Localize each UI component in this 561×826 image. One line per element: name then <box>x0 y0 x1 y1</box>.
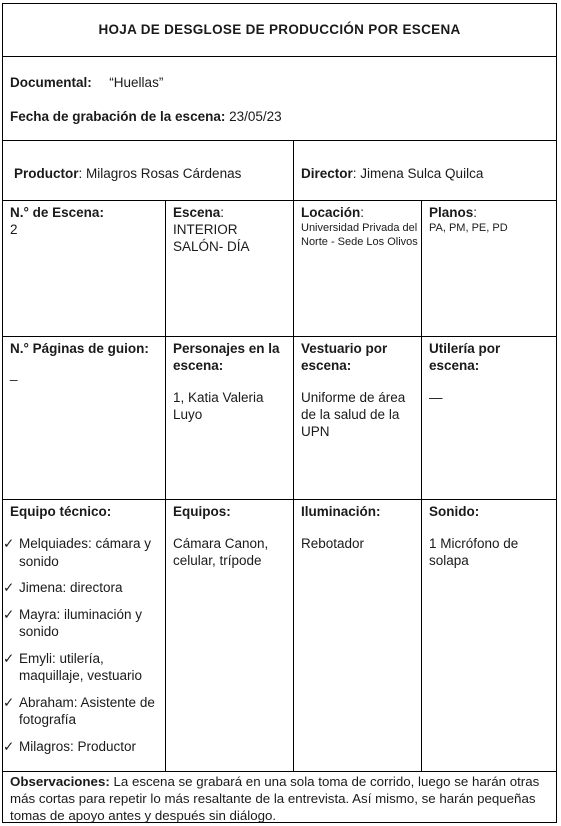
personajes-cell <box>173 340 291 423</box>
utileria-value: — <box>429 390 443 405</box>
check-icon: ✓ <box>3 580 15 595</box>
list-item-text: Emyli: utilería, maquillaje, vestuario <box>19 650 143 683</box>
list-item <box>3 606 164 641</box>
locacion-value: Universidad Privada del Norte - Sede Los Olivos <box>301 222 418 248</box>
sonido-value: 1 Micrófono de solapa <box>429 536 519 568</box>
list-item <box>3 694 164 729</box>
paginas-label: N.° Páginas de guion: <box>10 341 149 356</box>
iluminacion-value: Rebotador <box>301 536 365 551</box>
planos-colon: : <box>473 205 478 220</box>
personajes-label: Personajes en la escena: <box>173 341 280 373</box>
director-field <box>301 165 483 182</box>
escena-colon: : <box>220 205 225 220</box>
vestuario-cell <box>301 340 419 440</box>
fecha-label: Fecha de grabación de la escena: <box>10 109 226 124</box>
divider <box>421 200 422 771</box>
list-item-text: Milagros: Productor <box>19 738 137 754</box>
planos-label: Planos <box>429 205 474 220</box>
locacion-cell <box>301 204 419 249</box>
divider <box>293 140 294 200</box>
vestuario-value: Uniforme de área de la salud de la UPN <box>301 390 406 439</box>
divider <box>293 200 294 771</box>
check-icon: ✓ <box>3 536 15 551</box>
equipos-value: Cámara Canon, celular, trípode <box>173 536 269 568</box>
equipo-tecnico-list <box>3 535 164 755</box>
equipo-tecnico-label: Equipo técnico: <box>10 504 112 519</box>
divider <box>3 56 556 57</box>
sonido-cell <box>429 503 554 569</box>
planos-cell <box>429 204 554 236</box>
divider <box>3 499 556 500</box>
list-item <box>3 579 164 597</box>
paginas-cell <box>10 340 164 382</box>
iluminacion-label: Iluminación: <box>301 504 381 519</box>
equipos-label: Equipos: <box>173 504 231 519</box>
list-item <box>3 650 164 685</box>
equipos-cell <box>173 503 291 569</box>
planos-value: PA, PM, PE, PD <box>429 222 508 234</box>
divider <box>3 140 556 141</box>
list-item-text: Melquiades: cámara y sonido <box>19 536 152 569</box>
sonido-label: Sonido: <box>429 504 480 519</box>
escena-cell <box>173 204 291 255</box>
page-title <box>3 22 556 37</box>
locacion-colon: : <box>360 205 365 220</box>
escena-num-value: 2 <box>10 222 18 237</box>
list-item-text: Mayra: iluminación y sonido <box>19 606 143 639</box>
escena-line1: INTERIOR <box>173 222 238 237</box>
check-icon: ✓ <box>3 606 15 622</box>
personajes-value: 1, Katia Valeria Luyo <box>173 390 264 422</box>
check-icon: ✓ <box>3 650 15 666</box>
observaciones-label: Observaciones: <box>10 774 110 789</box>
list-item <box>3 535 164 570</box>
check-icon: ✓ <box>3 694 15 710</box>
escena-line2: SALÓN- DÍA <box>173 239 250 254</box>
title-text: HOJA DE DESGLOSE DE PRODUCCIÓN POR ESCENA <box>98 22 461 37</box>
escena-label: Escena <box>173 205 221 220</box>
divider <box>3 771 556 772</box>
escena-num-cell <box>10 204 160 238</box>
productor-label: Productor <box>14 166 79 181</box>
documental-field <box>10 74 163 91</box>
director-value: : Jimena Sulca Quilca <box>352 166 484 181</box>
utileria-cell <box>429 340 554 406</box>
observaciones-value: La escena se grabará en una sola toma de corrido, luego se harán otras más cortas para repetir lo más resaltante de la entrevista. Así mismo, se harán pequeñas tomas de apoyo antes y después sin diálogo. <box>10 774 540 823</box>
fecha-value: 23/05/23 <box>225 109 282 124</box>
escena-num-label: N.° de Escena: <box>10 205 104 220</box>
check-icon: ✓ <box>3 738 15 754</box>
utileria-label: Utilería por escena: <box>429 341 501 373</box>
iluminacion-cell <box>301 503 419 552</box>
productor-field <box>14 165 241 182</box>
equipo-tecnico-cell <box>3 503 164 764</box>
productor-value: : Milagros Rosas Cárdenas <box>78 166 242 181</box>
vestuario-label: Vestuario por escena: <box>301 341 388 373</box>
observaciones-field <box>10 773 553 824</box>
director-label: Director <box>301 166 353 181</box>
documental-label: Documental: <box>10 75 92 90</box>
list-item-text: Abraham: Asistente de fotografía <box>19 694 155 727</box>
divider <box>165 200 166 771</box>
breakdown-sheet <box>2 3 557 823</box>
list-item <box>3 738 164 756</box>
fecha-field <box>10 108 282 125</box>
paginas-value: _ <box>10 366 18 381</box>
list-item-text: Jimena: directora <box>19 580 123 595</box>
divider <box>3 336 556 337</box>
locacion-label: Locación <box>301 205 361 220</box>
divider <box>3 200 556 201</box>
documental-value: “Huellas” <box>109 75 164 90</box>
